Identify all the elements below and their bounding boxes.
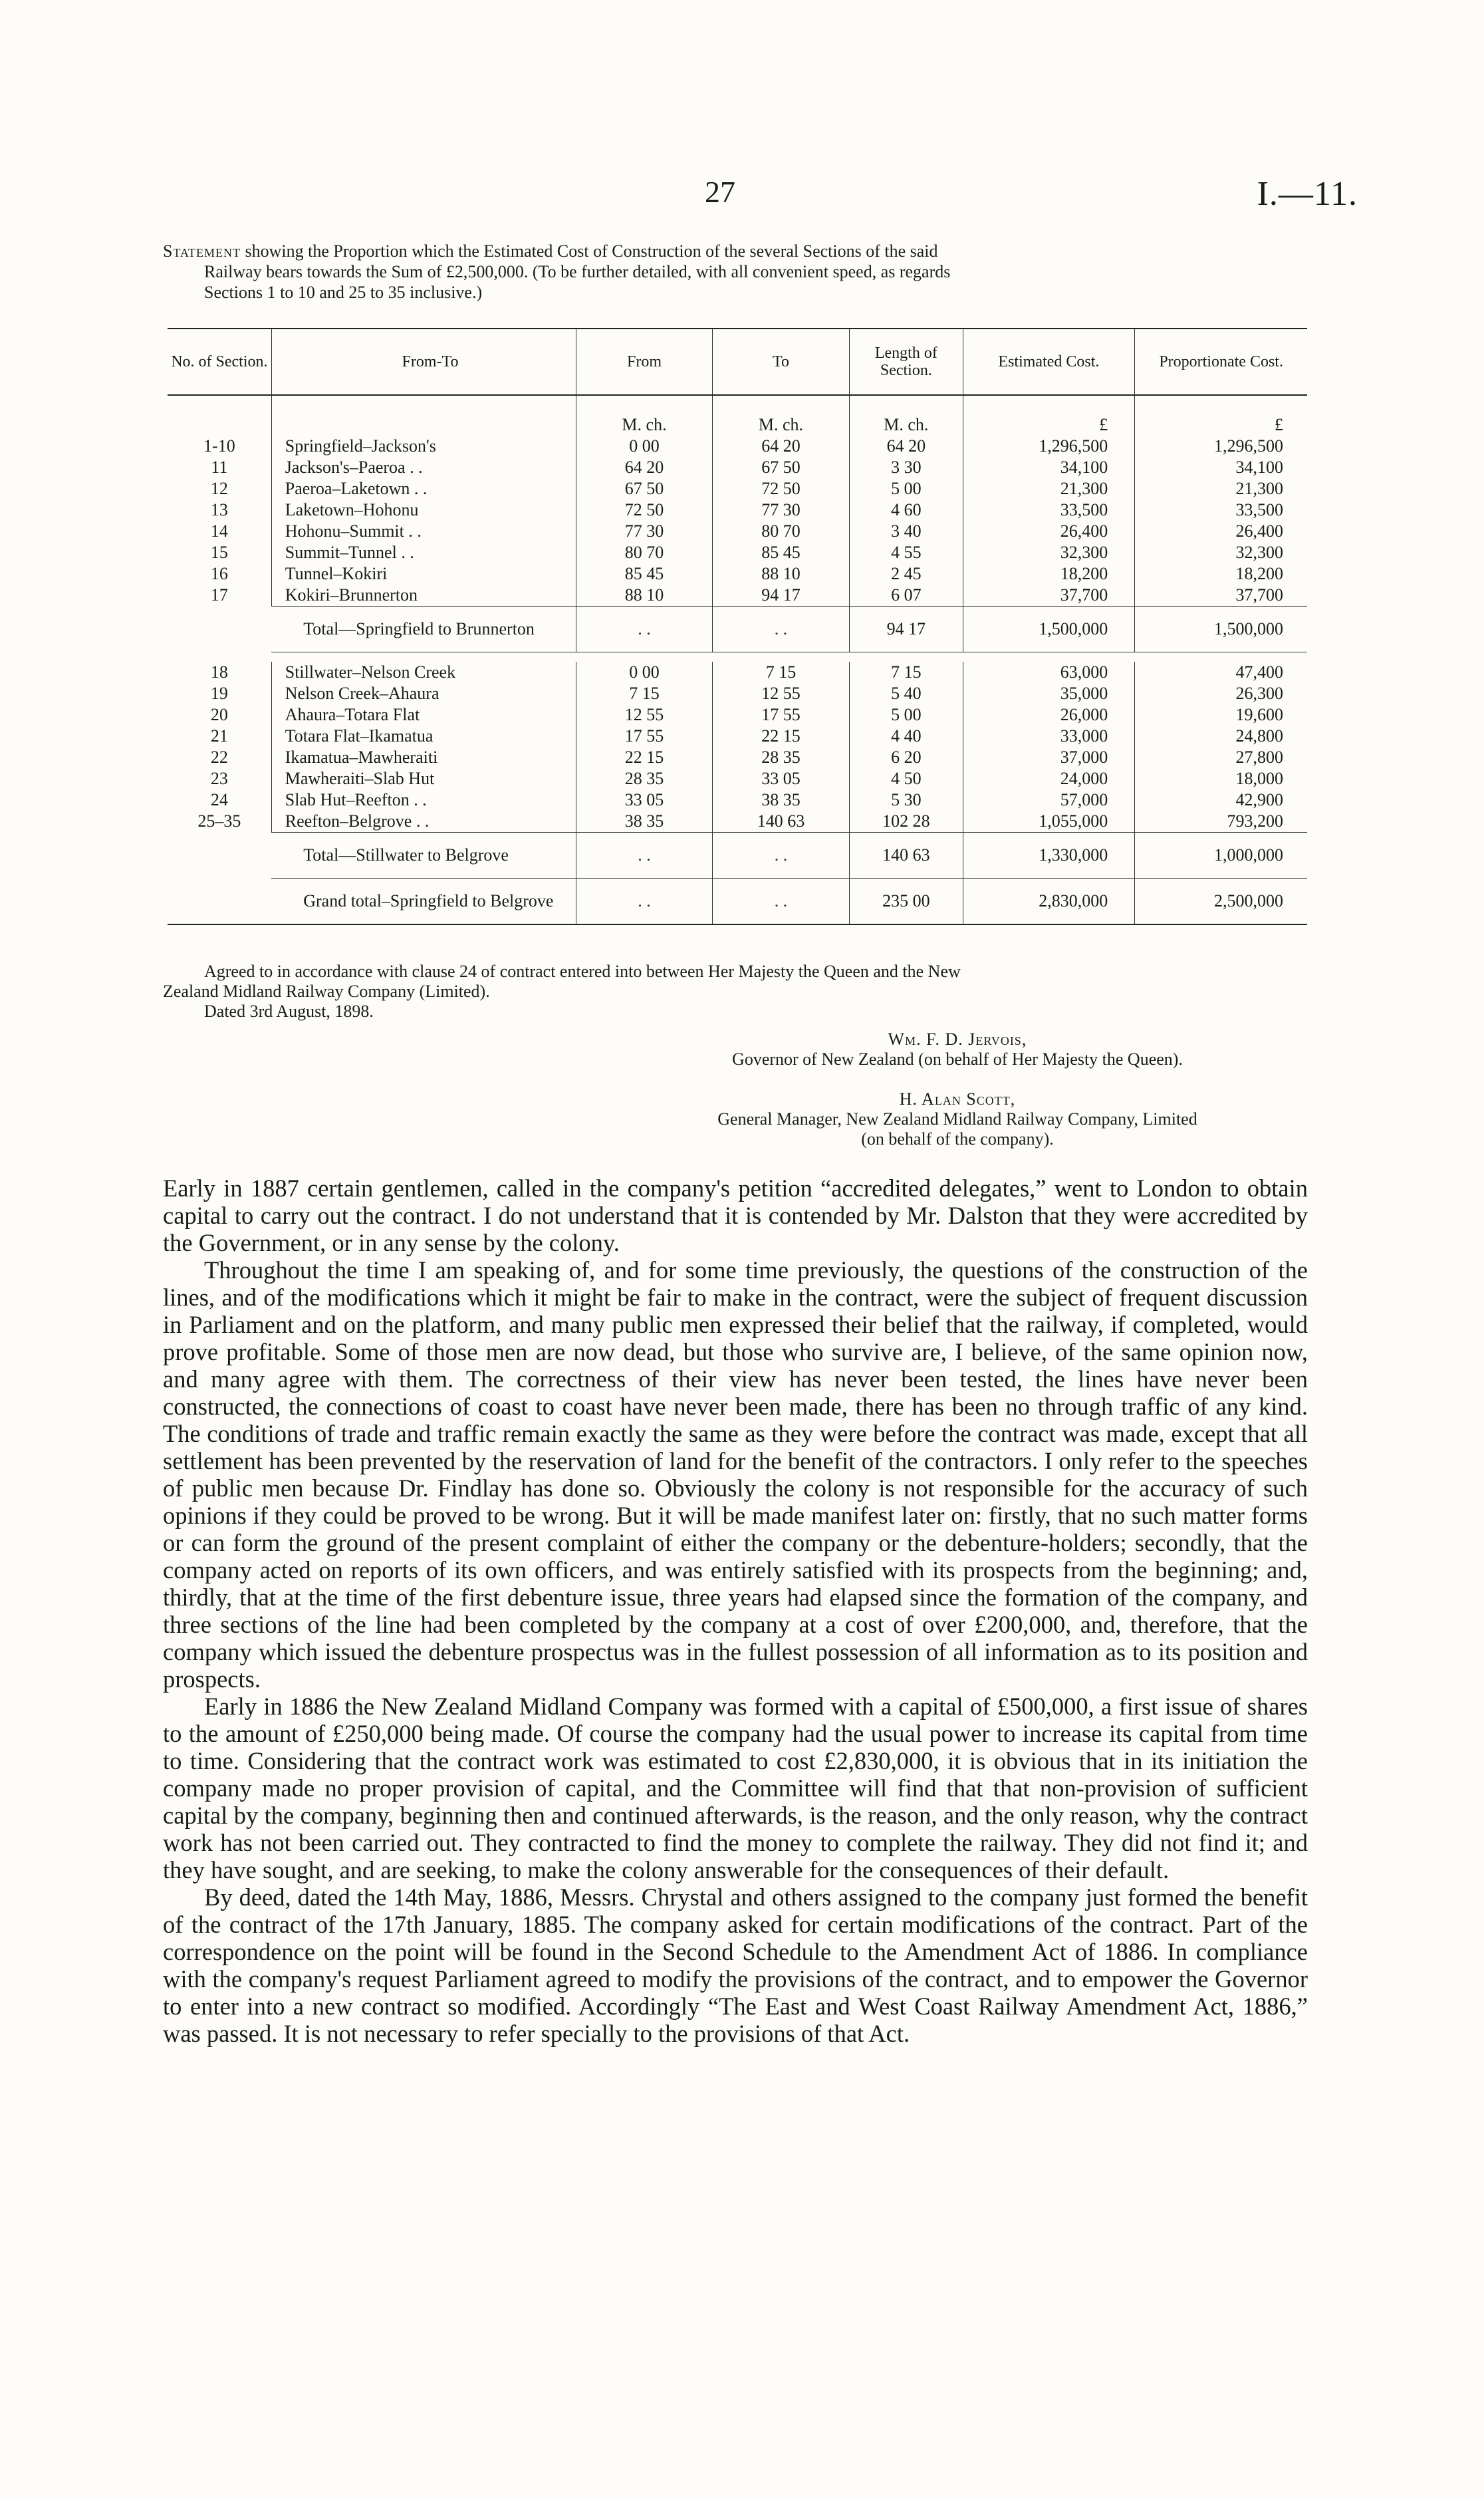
grand-proportionate: 2,500,000 <box>1135 879 1307 925</box>
table-row <box>168 726 1307 747</box>
paragraph-1: Early in 1887 certain gentlemen, called in the company's petition “accredited delegates,” went to London to obtain capital to carry out the contract. I do not understand that it is contended by Mr. Dalston that they were accredited by the Government, or in any sense by the colony. <box>163 1175 1308 1256</box>
agreement-dated: Dated 3rd August, 1898. <box>204 1002 374 1021</box>
header-section-no: No. of Section. <box>168 329 271 395</box>
section-name: Reefton–Belgrove . . <box>271 811 576 833</box>
section-name: Hohonu–Summit . . <box>271 521 576 542</box>
agreement-text <box>163 962 1308 1022</box>
manager-name: H. Alan Scott, <box>899 1089 1016 1109</box>
page-number: 27 <box>705 175 735 209</box>
section-from: 80 70 <box>576 542 713 563</box>
section-length: 3 30 <box>850 457 963 478</box>
grand-total-label: Grand total–Springfield to Belgrove <box>271 879 576 925</box>
total-row-stillwater-belgrove <box>168 833 1307 879</box>
section-name: Laketown–Hohonu <box>271 499 576 521</box>
section-name: Mawheraiti–Slab Hut <box>271 768 576 789</box>
section-estimated-cost: 26,400 <box>963 521 1135 542</box>
section-proportionate-cost: 24,800 <box>1135 726 1307 747</box>
section-proportionate-cost: 19,600 <box>1135 704 1307 726</box>
agreement-line-1: Agreed to in accordance with clause 24 of contract entered into between Her Majesty the Queen and the New <box>204 962 961 981</box>
statement-caption <box>163 241 1308 303</box>
total-label: Total—Stillwater to Belgrove <box>271 833 576 879</box>
section-name: Springfield–Jackson's <box>271 436 576 457</box>
grand-to-dots: . . <box>712 879 849 925</box>
section-from: 88 10 <box>576 585 713 607</box>
table-row <box>168 563 1307 585</box>
section-to: 94 17 <box>712 585 849 607</box>
table-row <box>168 457 1307 478</box>
section-number: 19 <box>210 684 228 703</box>
section-length: 6 07 <box>850 585 963 607</box>
unit-proportionate: £ <box>1135 395 1307 436</box>
section-to: 80 70 <box>712 521 849 542</box>
caption-lead: Statement <box>163 241 241 261</box>
section-from: 33 05 <box>576 789 713 811</box>
unit-estimated: £ <box>963 395 1135 436</box>
section-to: 17 55 <box>712 704 849 726</box>
section-proportionate-cost: 1,296,500 <box>1135 436 1307 457</box>
unit-to: M. ch. <box>712 395 849 436</box>
section-number: 18 <box>210 662 228 682</box>
total-estimated: 1,500,000 <box>963 607 1135 652</box>
caption-line-1: showing the Proportion which the Estimated Cost of Construction of the several Sections of the said <box>245 241 938 261</box>
total-to-dots: . . <box>712 607 849 652</box>
total-from-dots: . . <box>576 607 713 652</box>
section-length: 3 40 <box>850 521 963 542</box>
section-length: 4 50 <box>850 768 963 789</box>
section-estimated-cost: 1,055,000 <box>963 811 1135 833</box>
section-estimated-cost: 24,000 <box>963 768 1135 789</box>
section-from: 64 20 <box>576 457 713 478</box>
section-estimated-cost: 63,000 <box>963 662 1135 683</box>
section-number: 25–35 <box>197 811 241 831</box>
section-length: 102 28 <box>850 811 963 833</box>
table-row <box>168 683 1307 704</box>
signature-manager <box>612 1071 1303 1149</box>
section-proportionate-cost: 27,800 <box>1135 747 1307 768</box>
section-to: 64 20 <box>712 436 849 457</box>
agreement-line-2: Zealand Midland Railway Company (Limited). <box>163 982 490 1001</box>
section-from: 77 30 <box>576 521 713 542</box>
section-name: Summit–Tunnel . . <box>271 542 576 563</box>
section-number: 23 <box>210 769 228 788</box>
table-row <box>168 747 1307 768</box>
grand-length: 235 00 <box>850 879 963 925</box>
section-from: 28 35 <box>576 768 713 789</box>
paragraph-3: Early in 1886 the New Zealand Midland Company was formed with a capital of £500,000, a first issue of shares to the amount of £250,000 being made. Of course the company had the usual power to increase its capital from time to time. Considering that the contract work was estimated to cost £2,830,000, it is obvious that in its initiation the company made no proper provision of capital, and the Committee will find that that non-provision of sufficient capital by the company, beginning then and continued afterwards, is the reason, and the only reason, why the contract work has not been carried out. They contracted to find the money to complete the railway. They did not find it; and they have sought, and are seeking, to make the colony answerable for the consequences of their default. <box>163 1693 1308 1883</box>
grand-from-dots: . . <box>576 879 713 925</box>
header-estimated-cost: Estimated Cost. <box>963 329 1135 395</box>
section-length: 4 55 <box>850 542 963 563</box>
section-from: 0 00 <box>576 436 713 457</box>
section-estimated-cost: 37,000 <box>963 747 1135 768</box>
section-number: 21 <box>210 726 228 746</box>
header-proportionate-cost: Proportionate Cost. <box>1135 329 1307 395</box>
section-to: 72 50 <box>712 478 849 499</box>
table-row <box>168 436 1307 457</box>
section-from: 22 15 <box>576 747 713 768</box>
section-length: 6 20 <box>850 747 963 768</box>
section-number: 17 <box>210 585 228 605</box>
section-number: 13 <box>210 500 228 519</box>
governor-name: Wm. F. D. Jervois, <box>888 1030 1027 1049</box>
section-length: 5 30 <box>850 789 963 811</box>
section-to: 140 63 <box>712 811 849 833</box>
section-from: 38 35 <box>576 811 713 833</box>
section-length: 64 20 <box>850 436 963 457</box>
table-row <box>168 768 1307 789</box>
section-from: 7 15 <box>576 683 713 704</box>
body-text <box>163 1175 1308 2047</box>
section-estimated-cost: 34,100 <box>963 457 1135 478</box>
section-estimated-cost: 18,200 <box>963 563 1135 585</box>
section-to: 28 35 <box>712 747 849 768</box>
section-name: Ikamatua–Mawheraiti <box>271 747 576 768</box>
sections-cost-table <box>168 328 1307 925</box>
section-estimated-cost: 37,700 <box>963 585 1135 607</box>
section-to: 38 35 <box>712 789 849 811</box>
total-to-dots: . . <box>712 833 849 879</box>
units-row <box>168 395 1307 436</box>
section-to: 77 30 <box>712 499 849 521</box>
section-number: 11 <box>211 458 228 477</box>
table-row <box>168 789 1307 811</box>
header-from: From <box>576 329 713 395</box>
section-name: Kokiri–Brunnerton <box>271 585 576 607</box>
section-estimated-cost: 33,000 <box>963 726 1135 747</box>
total-from-dots: . . <box>576 833 713 879</box>
manager-subtitle: (on behalf of the company). <box>861 1129 1054 1149</box>
section-estimated-cost: 57,000 <box>963 789 1135 811</box>
table-row <box>168 499 1307 521</box>
section-from: 0 00 <box>576 662 713 683</box>
section-proportionate-cost: 18,200 <box>1135 563 1307 585</box>
paragraph-2: Throughout the time I am speaking of, and for some time previously, the questions of the construction of the lines, and of the modifications which it might be fair to make in the contract, were the subject of frequent discussion in Parliament and on the platform, and many public men expressed their belief that the railway, if completed, would prove profitable. Some of those men are now dead, but those who survive are, I believe, of the same opinion now, and many agree with them. The correctness of their view has never been tested, the lines have never been constructed, the connections of coast to coast have never been made, there has been no through traffic of any kind. The conditions of trade and traffic remain exactly the same as they were before the contract was made, except that all settlement has been prevented by the reservation of land for the benefit of the contractors. I only refer to the speeches of public men because Dr. Findlay has done so. Obviously the colony is not responsible for the accuracy of such opinions if they could be proved to be wrong. But it will be made manifest later on: firstly, that no such matter forms or can form the ground of the present complaint of either the company or the debenture-holders; secondly, that the company acted on reports of its own officers, and was entirely satisfied with its prospects from the beginning; and, thirdly, that at the time of the first debenture issue, three years had elapsed since the formation of the company, and three sections of the line had been completed by the company at a cost of over £200,000, and, therefore, that the company which issued the debenture prospectus was in the fullest possession of all information as to its position and prospects. <box>163 1256 1308 1693</box>
section-proportionate-cost: 47,400 <box>1135 662 1307 683</box>
section-to: 12 55 <box>712 683 849 704</box>
section-length: 2 45 <box>850 563 963 585</box>
section-to: 88 10 <box>712 563 849 585</box>
section-name: Totara Flat–Ikamatua <box>271 726 576 747</box>
table-row <box>168 811 1307 833</box>
section-proportionate-cost: 26,300 <box>1135 683 1307 704</box>
section-proportionate-cost: 793,200 <box>1135 811 1307 833</box>
section-name: Jackson's–Paeroa . . <box>271 457 576 478</box>
unit-length: M. ch. <box>850 395 963 436</box>
section-proportionate-cost: 42,900 <box>1135 789 1307 811</box>
section-proportionate-cost: 18,000 <box>1135 768 1307 789</box>
section-length: 7 15 <box>850 662 963 683</box>
header-length: Length of Section. <box>850 329 963 395</box>
signature-governor <box>632 1030 1283 1069</box>
section-number: 16 <box>210 564 228 583</box>
header-to: To <box>712 329 849 395</box>
section-length: 4 40 <box>850 726 963 747</box>
total-length: 94 17 <box>850 607 963 652</box>
section-from: 67 50 <box>576 478 713 499</box>
table-row <box>168 704 1307 726</box>
section-number: 24 <box>210 790 228 809</box>
section-name: Nelson Creek–Ahaura <box>271 683 576 704</box>
table-header-row <box>168 329 1307 395</box>
section-name: Slab Hut–Reefton . . <box>271 789 576 811</box>
section-estimated-cost: 35,000 <box>963 683 1135 704</box>
section-number: 22 <box>210 748 228 767</box>
total-row-springfield-brunnerton <box>168 607 1307 652</box>
section-from: 72 50 <box>576 499 713 521</box>
caption-line-2: Railway bears towards the Sum of £2,500,000. (To be further detailed, with all convenient speed, as regards <box>204 262 951 281</box>
unit-from: M. ch. <box>576 395 713 436</box>
section-length: 5 00 <box>850 478 963 499</box>
total-estimated: 1,330,000 <box>963 833 1135 879</box>
table-row <box>168 521 1307 542</box>
total-proportionate: 1,000,000 <box>1135 833 1307 879</box>
section-from: 12 55 <box>576 704 713 726</box>
total-proportionate: 1,500,000 <box>1135 607 1307 652</box>
header-from-to: From-To <box>271 329 576 395</box>
section-name: Tunnel–Kokiri <box>271 563 576 585</box>
section-number: 14 <box>210 521 228 541</box>
section-estimated-cost: 26,000 <box>963 704 1135 726</box>
table-row <box>168 542 1307 563</box>
paragraph-4: By deed, dated the 14th May, 1886, Messrs. Chrystal and others assigned to the company just formed the benefit of the contract of the 17th January, 1885. The company asked for certain modifications of the contract. Part of the correspondence on the point will be found in the Second Schedule to the Amendment Act of 1886. In compliance with the company's request Parliament agreed to modify the provisions of the contract, and to empower the Governor to enter into a new contract so modified. Accordingly “The East and West Coast Railway Amendment Act, 1886,” was passed. It is not necessary to refer specially to the provisions of that Act. <box>163 1883 1308 2047</box>
caption-line-3: Sections 1 to 10 and 25 to 35 inclusive.) <box>204 283 483 302</box>
section-proportionate-cost: 32,300 <box>1135 542 1307 563</box>
section-name: Stillwater–Nelson Creek <box>271 662 576 683</box>
section-from: 85 45 <box>576 563 713 585</box>
section-to: 33 05 <box>712 768 849 789</box>
section-number: 15 <box>210 543 228 562</box>
section-estimated-cost: 32,300 <box>963 542 1135 563</box>
section-proportionate-cost: 34,100 <box>1135 457 1307 478</box>
section-estimated-cost: 33,500 <box>963 499 1135 521</box>
table-row <box>168 662 1307 683</box>
total-label: Total—Springfield to Brunnerton <box>271 607 576 652</box>
section-number: 12 <box>210 479 228 498</box>
table-row <box>168 478 1307 499</box>
grand-estimated: 2,830,000 <box>963 879 1135 925</box>
manager-title: General Manager, New Zealand Midland Railway Company, Limited <box>717 1109 1197 1129</box>
section-proportionate-cost: 26,400 <box>1135 521 1307 542</box>
section-name: Paeroa–Laketown . . <box>271 478 576 499</box>
section-name: Ahaura–Totara Flat <box>271 704 576 726</box>
table-row <box>168 585 1307 607</box>
section-length: 5 00 <box>850 704 963 726</box>
total-length: 140 63 <box>850 833 963 879</box>
section-estimated-cost: 1,296,500 <box>963 436 1135 457</box>
section-proportionate-cost: 37,700 <box>1135 585 1307 607</box>
section-proportionate-cost: 33,500 <box>1135 499 1307 521</box>
grand-total-row <box>168 879 1307 925</box>
section-length: 4 60 <box>850 499 963 521</box>
section-to: 7 15 <box>712 662 849 683</box>
section-number: 20 <box>210 705 228 724</box>
section-estimated-cost: 21,300 <box>963 478 1135 499</box>
section-from: 17 55 <box>576 726 713 747</box>
section-length: 5 40 <box>850 683 963 704</box>
section-number: 1-10 <box>203 436 235 456</box>
governor-title: Governor of New Zealand (on behalf of Her Majesty the Queen). <box>732 1049 1183 1069</box>
section-to: 22 15 <box>712 726 849 747</box>
document-reference: I.—11. <box>1257 175 1358 213</box>
section-to: 85 45 <box>712 542 849 563</box>
section-to: 67 50 <box>712 457 849 478</box>
section-proportionate-cost: 21,300 <box>1135 478 1307 499</box>
